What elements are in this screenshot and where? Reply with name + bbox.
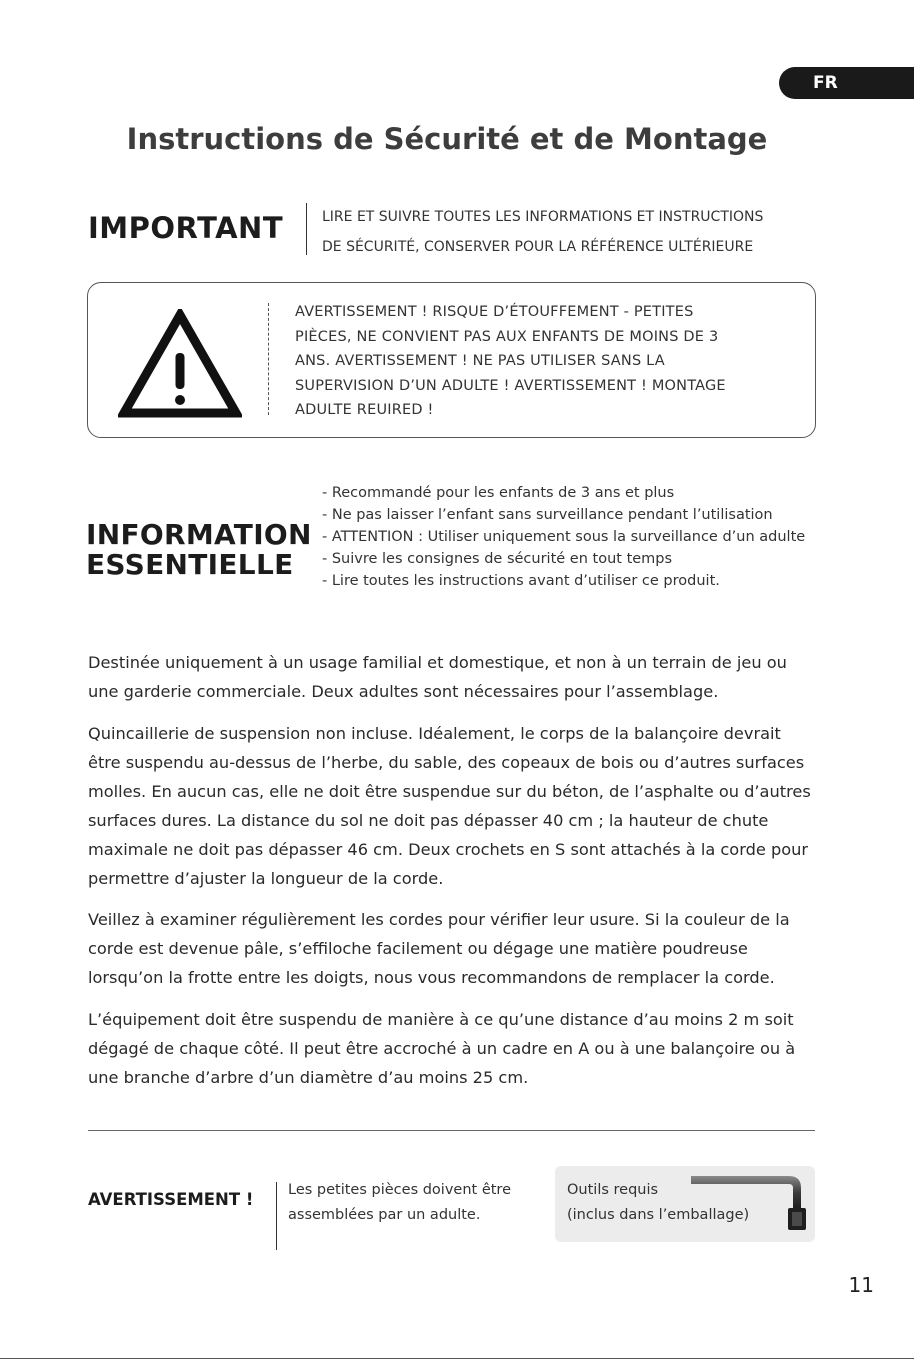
warning-divider: [268, 303, 269, 415]
tools-required-box: [555, 1166, 815, 1242]
bottom-warning-line: Les petites pièces doivent être: [288, 1182, 511, 1198]
important-divider: [306, 203, 307, 255]
allen-key-icon: [689, 1172, 811, 1234]
paragraph: Destinée uniquement à un usage familial et domestique, et non à un terrain de jeu ou une garderie commerciale. Deux adultes sont nécessaires pour l’assemblage.: [88, 653, 787, 701]
bottom-warning-divider: [276, 1182, 277, 1250]
list-item: - Ne pas laisser l’enfant sans surveillance pendant l’utilisation: [322, 507, 773, 523]
tools-line: Outils requis: [567, 1182, 659, 1198]
body-text: [88, 648, 818, 1104]
bottom-warning-text: [288, 1178, 538, 1228]
warning-line: ANS. AVERTISSEMENT ! NE PAS UTILISER SANS LA: [295, 353, 665, 369]
list-item: - ATTENTION : Utiliser uniquement sous la surveillance d’un adulte: [322, 529, 806, 545]
essential-info-list: [322, 482, 822, 592]
important-line: DE SÉCURITÉ, CONSERVER POUR LA RÉFÉRENCE ULTÉRIEURE: [322, 239, 754, 255]
warning-line: SUPERVISION D’UN ADULTE ! AVERTISSEMENT ! MONTAGE: [295, 377, 726, 394]
section-divider: [88, 1130, 815, 1131]
important-line: LIRE ET SUIVRE TOUTES LES INFORMATIONS ET INSTRUCTIONS: [322, 209, 764, 225]
warning-line: PIÈCES, NE CONVIENT PAS AUX ENFANTS DE MOINS DE 3: [295, 328, 719, 345]
warning-line: AVERTISSEMENT ! RISQUE D’ÉTOUFFEMENT - PETITES: [295, 304, 694, 320]
bottom-warning-line: assemblées par un adulte.: [288, 1207, 481, 1223]
paragraph: Veillez à examiner régulièrement les cordes pour vérifier leur usure. Si la couleur de la corde est devenue pâle, s’effiloche facilement ou dégage une matière poudreuse lorsqu’on la frotte entre les doigts, nous vous recommandons de remplacer la corde.: [88, 910, 790, 987]
important-label: IMPORTANT: [88, 211, 284, 245]
paragraph: Quincaillerie de suspension non incluse. Idéalement, le corps de la balançoire devrait être suspendu au-dessus de l’herbe, du sable, des copeaux de bois ou d’autres surfaces molles. En aucun cas, elle ne doit être suspendue sur du béton, de l’asphalte ou d’autres surfaces dures. La distance du sol ne doit pas dépasser 40 cm ; la hauteur de chute maximale ne doit pas dépasser 46 cm. Deux crochets en S sont attachés à la corde pour permettre d’ajuster la longueur de la corde.: [88, 723, 811, 888]
heading-line: ESSENTIELLE: [86, 548, 294, 581]
list-item: - Lire toutes les instructions avant d’utiliser ce produit.: [322, 573, 720, 589]
language-tab: FR: [779, 67, 914, 99]
paragraph: L’équipement doit être suspendu de manière à ce qu’une distance d’au moins 2 m soit dégagé de chaque côté. Il peut être accroché à un cadre en A ou à une balançoire ou à une branche d’arbre d’un diamètre d’au moins 25 cm.: [88, 1009, 796, 1087]
essential-info-heading: [86, 520, 312, 580]
heading-line: INFORMATION: [86, 518, 312, 551]
important-instructions: [322, 202, 842, 262]
page-title: Instructions de Sécurité et de Montage: [126, 122, 768, 156]
warning-line: ADULTE REUIRED !: [295, 402, 434, 418]
list-item: - Suivre les consignes de sécurité en tout temps: [322, 551, 673, 567]
warning-text: [295, 300, 795, 423]
warning-triangle-icon: [118, 309, 242, 419]
list-item: - Recommandé pour les enfants de 3 ans et plus: [322, 485, 675, 501]
page-bottom-rule: [0, 1358, 914, 1359]
choking-warning-box: [87, 282, 816, 438]
page-number: 11: [848, 1273, 874, 1297]
bottom-warning-label: AVERTISSEMENT !: [88, 1190, 254, 1209]
tools-line: (inclus dans l’emballage): [567, 1207, 750, 1223]
